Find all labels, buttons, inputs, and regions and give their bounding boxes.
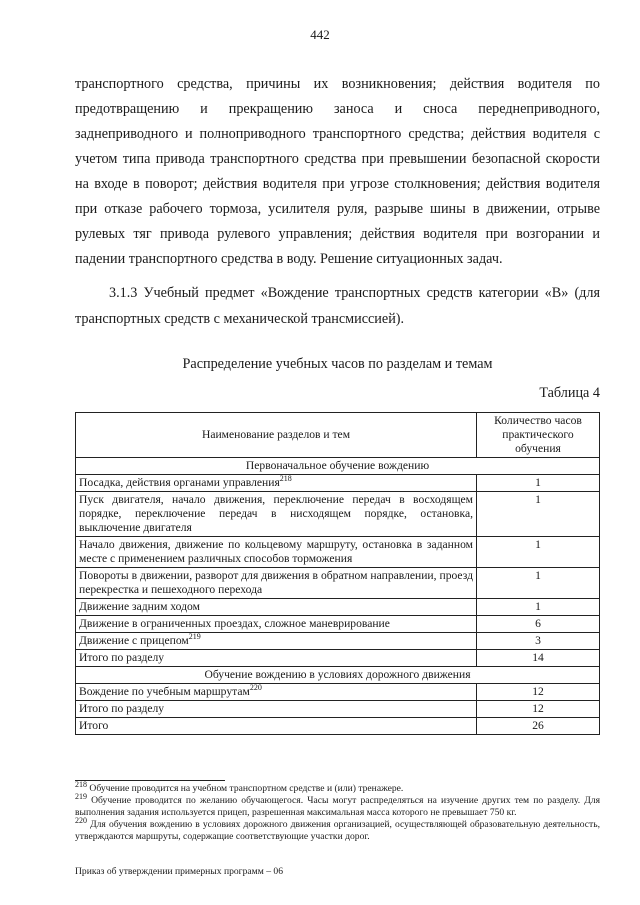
document-footer: Приказ об утверждении примерных программ – 06 — [75, 866, 283, 877]
table-row — [76, 684, 600, 701]
topic-hours: 1 — [477, 599, 600, 616]
topic-name-text: Повороты в движении, разворот для движения в обратном направлении, проезд перекрестка и пешеходного перехода — [79, 569, 473, 596]
table-label: Таблица 4 — [539, 385, 600, 401]
table-row — [76, 616, 600, 633]
section-title: Первоначальное обучение вождению — [76, 458, 600, 475]
topic-hours: 12 — [477, 701, 600, 718]
section-row — [76, 458, 600, 475]
topic-name — [76, 701, 477, 718]
topic-hours: 1 — [477, 475, 600, 492]
topic-name-text: Итого — [79, 719, 109, 732]
topic-hours: 1 — [477, 568, 600, 599]
topic-name-text: Итого по разделу — [79, 651, 165, 664]
topic-name — [76, 599, 477, 616]
topic-hours: 1 — [477, 537, 600, 568]
header-name: Наименование разделов и тем — [76, 413, 477, 458]
body-paragraph: транспортного средства, причины их возникновения; действия водителя по предотвращению и прекращению заноса и сноса переднеприводного, заднеприводного и полноприводного транспортного средства; действия водителя с учетом типа привода транспортного средства при превышении безопасной скорости на входе в поворот; действия водителя при угрозе столкновения; действия водителя при отказе рабочего тормоза, усилителя руля, разрыве шины в движении, отрыве рулевых тяг привода рулевого управления; действия водителя при возгорании и падении транспортного средства в воду. Решение ситуационных задач. — [75, 76, 600, 267]
table-row — [76, 475, 600, 492]
topic-name — [76, 616, 477, 633]
topic-name — [76, 475, 477, 492]
topic-hours: 12 — [477, 684, 600, 701]
topic-hours: 3 — [477, 633, 600, 650]
topic-name-text: Вождение по учебным маршрутам — [79, 685, 250, 698]
table-row — [76, 537, 600, 568]
footnote-ref: 219 — [188, 632, 201, 642]
topic-name — [76, 684, 477, 701]
footnote-mark: 219 — [75, 791, 87, 801]
footnote-text: Для обучения вождению в условиях дорожного движения организацией, осуществляющей образовательную деятельность, утверждаются маршруты, содержащие соответствующие участки дорог. — [75, 819, 600, 842]
topic-name-text: Посадка, действия органами управления — [79, 476, 280, 489]
table-row — [76, 568, 600, 599]
table-title: Распределение учебных часов по разделам и темам — [182, 356, 493, 372]
topic-name — [76, 568, 477, 599]
footnote — [75, 815, 600, 843]
footnote-ref: 218 — [279, 474, 292, 484]
topic-name-text: Пуск двигателя, начало движения, переключение передач в восходящем порядке, переключение передач в нисходящем порядке, остановка, выключение двигателя — [79, 493, 473, 534]
topic-name — [76, 650, 477, 667]
header-hours: Количество часов практического обучения — [477, 413, 600, 458]
section-row — [76, 667, 600, 684]
table-row — [76, 492, 600, 537]
table-row — [76, 701, 600, 718]
footnote-text: Обучение проводится по желанию обучающегося. Часы могут распределяться на изучение других тем по разделу. Для выполнения задания используется прицеп, разрешенная максимальная масса которого не превышает 750 кг. — [75, 795, 600, 818]
footnote-mark: 218 — [75, 779, 87, 789]
footnote-mark: 220 — [75, 815, 87, 825]
footnote — [75, 779, 600, 795]
topic-name-text: Движение задним ходом — [79, 600, 200, 613]
topic-name — [76, 718, 477, 735]
topic-name-text: Движение с прицепом — [79, 634, 189, 647]
topic-hours: 26 — [477, 718, 600, 735]
footnote — [75, 791, 600, 819]
topic-name-text: Итого по разделу — [79, 702, 165, 715]
hours-table — [75, 412, 600, 735]
table-row — [76, 633, 600, 650]
table-row — [76, 599, 600, 616]
footnote-text: Обучение проводится на учебном транспортном средстве и (или) тренажере. — [87, 783, 404, 794]
topic-hours: 1 — [477, 492, 600, 537]
table-header-row — [76, 413, 600, 458]
topic-name — [76, 633, 477, 650]
topic-name-text: Движение в ограниченных проездах, сложное маневрирование — [79, 617, 390, 630]
topic-name-text: Начало движения, движение по кольцевому маршруту, остановка в заданном месте с применением различных способов торможения — [79, 538, 473, 565]
footnote-separator — [75, 780, 225, 781]
topic-name — [76, 492, 477, 537]
footnotes — [75, 779, 600, 843]
section-heading: 3.1.3 Учебный предмет «Вождение транспортных средств категории «B» (для транспортных средств с механической трансмиссией). — [75, 285, 600, 327]
footnote-ref: 220 — [249, 683, 262, 693]
table-body — [76, 458, 600, 735]
table-row — [76, 718, 600, 735]
page-number: 442 — [310, 27, 330, 42]
topic-hours: 6 — [477, 616, 600, 633]
table-row — [76, 650, 600, 667]
section-title: Обучение вождению в условиях дорожного движения — [76, 667, 600, 684]
topic-hours: 14 — [477, 650, 600, 667]
topic-name — [76, 537, 477, 568]
